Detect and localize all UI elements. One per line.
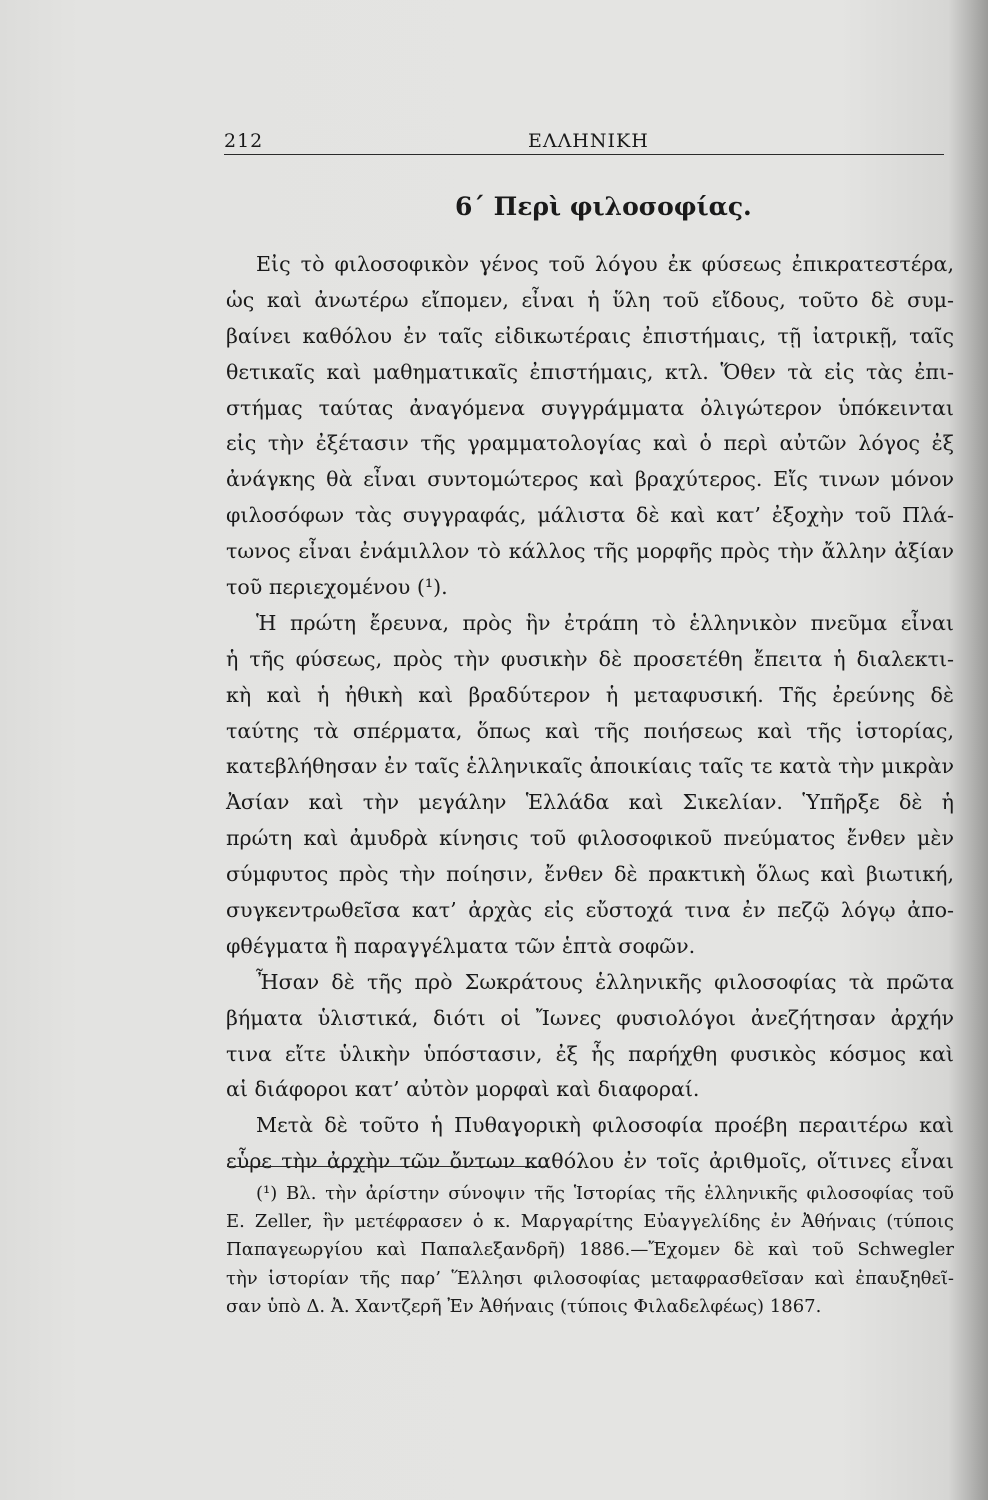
text-line: φθέγματα ἢ παραγγέλματα τῶν ἑπτὰ σοφῶν.	[226, 933, 696, 958]
footnote-line: (¹) Βλ. τὴν ἀρίστην σύνοψιν τῆς Ἱστορίας τῆς ἑλληνικῆς φιλοσοφίας τοῦ	[256, 1183, 954, 1204]
text-line: τωνος εἶναι ἐνάμιλλον τὸ κάλλος τῆς μορφῆς πρὸς τὴν ἄλλην ἀξίαν	[226, 539, 954, 564]
text-line: κὴ καὶ ἡ ἠθικὴ καὶ βραδύτερον ἡ μεταφυσική. Τῆς ἐρεύνης δὲ	[226, 682, 954, 707]
running-header	[224, 126, 944, 155]
text-line: θετικαῖς καὶ μαθηματικαῖς ἐπιστήμαις, κτλ. Ὅθεν τὰ εἰς τὰς ἐπι-	[226, 359, 954, 384]
text-line: φιλοσόφων τὰς συγγραφάς, μάλιστα δὲ καὶ κατ’ ἐξοχὴν τοῦ Πλά-	[226, 503, 954, 528]
text-line: κατεβλήθησαν ἐν ταῖς ἑλληνικαῖς ἀποικίαις ταῖς τε κατὰ τὴν μικρὰν	[226, 754, 954, 779]
footnote-line: τὴν ἱστορίαν τῆς παρ’ Ἕλλησι φιλοσοφίας μεταφρασθεῖσαν καὶ ἐπαυξηθεῖ-	[226, 1267, 954, 1289]
text-line: ταύτης τὰ σπέρματα, ὅπως καὶ τῆς ποιήσεως καὶ τῆς ἱστορίας,	[226, 718, 954, 743]
text-line: βήματα ὑλιστικά, διότι οἱ Ἴωνες φυσιολόγοι ἀνεζήτησαν ἀρχήν	[226, 1005, 954, 1030]
text-line: στήμας ταύτας ἀναγόμενα συγγράμματα ὀλιγώτερον ὑπόκεινται	[226, 395, 954, 420]
text-line: αἱ διάφοροι κατ’ αὐτὸν μορφαὶ καὶ διαφοραί.	[226, 1077, 700, 1102]
text-line: Ἦσαν δὲ τῆς πρὸ Σωκράτους ἑλληνικῆς φιλοσοφίας τὰ πρῶτα	[256, 969, 954, 994]
text-line: εὗρε τὴν ἀρχὴν τῶν ὄντων καθόλου ἐν τοῖς ἀριθμοῖς, οἵτινες εἶναι	[226, 1149, 954, 1174]
footnote-divider	[227, 1166, 547, 1167]
text-line: συγκεντρωθεῖσα κατ’ ἀρχὰς εἰς εὔστοχά τινα ἐν πεζῷ λόγῳ ἀπο-	[226, 898, 954, 923]
section-heading: 6΄ Περὶ φιλοσοφίας.	[455, 192, 752, 221]
journal-title: ΕΛΛΗΝΙΚΗ	[528, 130, 649, 152]
text-line: ἡ τῆς φύσεως, πρὸς τὴν φυσικὴν δὲ προσετέθη ἔπειτα ἡ διαλεκτι-	[226, 646, 954, 671]
text-line: Εἰς τὸ φιλοσοφικὸν γένος τοῦ λόγου ἐκ φύσεως ἐπικρατεστέρα,	[256, 252, 954, 276]
page-number: 212	[224, 130, 264, 152]
footnote-line: Παπαγεωργίου καὶ Παπαλεξανδρῆ) 1886.—Ἔχομεν δὲ καὶ τοῦ Schwegler	[226, 1239, 954, 1261]
text-line: εἰς τὴν ἐξέτασιν τῆς γραμματολογίας καὶ ὁ περὶ αὐτῶν λόγος ἐξ	[226, 431, 954, 456]
text-line: Ἡ πρώτη ἔρευνα, πρὸς ἣν ἐτράπη τὸ ἑλληνικὸν πνεῦμα εἶναι	[256, 610, 954, 635]
footnote-line: E. Zeller, ἣν μετέφρασεν ὁ κ. Μαργαρίτης Εὐαγγελίδης ἐν Ἀθήναις (τύποις	[226, 1211, 954, 1233]
text-line: ὡς καὶ ἀνωτέρω εἴπομεν, εἶναι ἡ ὕλη τοῦ εἴδους, τοῦτο δὲ συμ-	[226, 287, 954, 312]
footnote-line: σαν ὑπὸ Δ. Ἀ. Χαντζερῆ Ἐν Ἀθήναις (τύποις Φιλαδελφέως) 1867.	[226, 1295, 822, 1317]
text-line: ἀνάγκης θὰ εἶναι συντομώτερος καὶ βραχύτερος. Εἴς τινων μόνον	[226, 467, 954, 492]
text-line: βαίνει καθόλου ἐν ταῖς εἰδικωτέραις ἐπιστήμαις, τῇ ἰατρικῇ, ταῖς	[226, 323, 954, 348]
text-line: Ἀσίαν καὶ τὴν μεγάλην Ἑλλάδα καὶ Σικελίαν. Ὑπῆρξε δὲ ἡ	[226, 790, 954, 815]
text-line: πρώτη καὶ ἀμυδρὰ κίνησις τοῦ φιλοσοφικοῦ πνεύματος ἔνθεν μὲν	[226, 826, 954, 851]
body-text	[226, 247, 954, 1180]
footnotes	[226, 1180, 954, 1321]
text-line: Μετὰ δὲ τοῦτο ἡ Πυθαγορικὴ φιλοσοφία προέβη περαιτέρω καὶ	[256, 1113, 954, 1138]
text-line: τινα εἴτε ὑλικὴν ὑπόστασιν, ἐξ ἧς παρήχθη φυσικὸς κόσμος καὶ	[226, 1041, 954, 1066]
text-line: τοῦ περιεχομένου (¹).	[226, 575, 448, 600]
text-line: σύμφυτος πρὸς τὴν ποίησιν, ἔνθεν δὲ πρακτικὴ ὅλως καὶ βιωτική,	[226, 862, 954, 887]
